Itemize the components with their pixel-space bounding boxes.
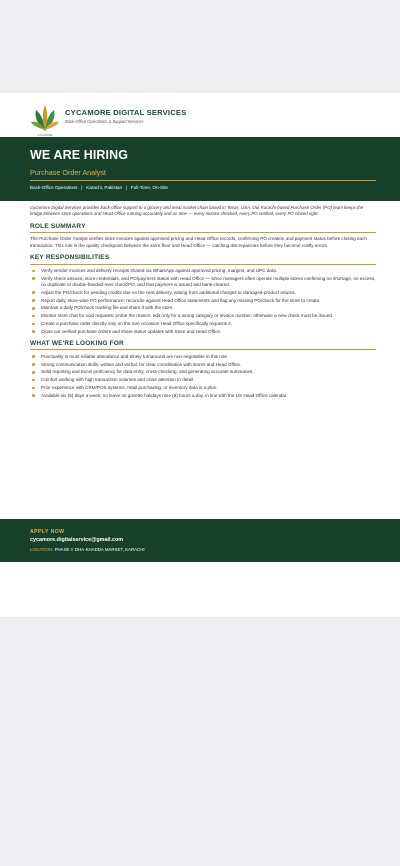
list-item-text: Verify vendor invoices and delivery receipts shared via WhatsApp against approved pricing, margins, and UPC data.	[41, 268, 277, 273]
list-item	[30, 329, 376, 335]
list-item	[30, 393, 376, 399]
list-item	[30, 298, 376, 304]
bullet-icon	[32, 371, 35, 374]
role-summary-heading: ROLE SUMMARY	[30, 222, 86, 230]
bullet-icon	[32, 307, 35, 310]
bullet-icon	[32, 315, 35, 318]
list-item-text: Comfort working with high transaction volumes and close attention to detail.	[41, 377, 195, 383]
bullet-icon	[32, 363, 35, 366]
list-item	[30, 369, 376, 375]
list-item	[30, 290, 376, 296]
bullet-icon	[32, 394, 35, 397]
role-summary-text: The Purchase Order Analyst verifies store invoices against approved pricing and Head Office records, confirming PO creation and payment status before closing each transaction. This role is the quality checkpoint between the store floor and Head Office — catching discrepancies before they become costly errors.	[30, 236, 367, 248]
banner-divider	[30, 180, 376, 181]
job-title: Purchase Order Analyst	[30, 168, 106, 177]
list-item	[30, 268, 376, 274]
location-label: LOCATION:	[30, 547, 54, 552]
company-name: CYCAMORE DIGITAL SERVICES	[65, 108, 187, 117]
list-item-text: Solid reporting and Excel proficiency for data entry, cross-checking, and generating accurate summaries.	[41, 369, 254, 375]
bullet-icon	[32, 323, 35, 326]
apply-email-link[interactable]: cycamore.digitalservice@gmail.com	[30, 537, 124, 543]
bullet-icon	[32, 277, 35, 280]
list-item	[30, 385, 376, 391]
list-item-text: Monitor store chat for void requests; probe the reason, edit only for a wrong category or invoice number, otherwise a new check must be issued.	[41, 313, 334, 319]
section-divider	[30, 264, 376, 265]
company-intro: Cycamore Digital Services provides back-office support to a grocery and meat market chain based in Texas, USA. Our Karachi-based Purchase Order (PO) team keeps the bridge between store operations and Head Office running accurately and on time — every invoice checked, every PO verified, every PO closed right.	[30, 205, 364, 217]
list-item-text: Create a purchase order directly only on the rare occasion Head Office specifically requests it.	[41, 320, 232, 326]
bullet-icon	[32, 379, 35, 382]
list-item	[30, 313, 376, 319]
responsibilities-heading: KEY RESPONSIBILITIES	[30, 254, 110, 262]
company-tagline: Back-Office Operations & Support Services	[65, 119, 144, 124]
list-item-text: Available six (6) days a week; no leave on gazette holidays nine (9) hours a day, in line with the US Head Office calendar.	[41, 392, 288, 398]
logo-caption: CYCAMORE	[37, 134, 53, 137]
list-item	[30, 354, 376, 360]
job-content	[30, 205, 376, 401]
list-item-text: Strong communication skills, written and verbal, for clear coordination with stores and Head Office.	[41, 361, 242, 367]
list-item-text: Report daily, store-wise PO performance; reconcile against Head Office statements and flag any missing PO/check for the store to create.	[41, 297, 321, 303]
bullet-icon	[32, 270, 35, 273]
location-text: PHASE V DHA-KHADDA MARKET, KARACHI	[54, 547, 145, 552]
list-item	[30, 321, 376, 327]
list-item-text: Verify check amount, store credentials, and PO/payment status with Head Office — since managers often operate multiple stores confirming no shortage, no excess, no duplicate or double-handed-over check/PO, and that payment is issued and bank-cleared.	[41, 275, 376, 287]
leaf-logo-icon	[30, 101, 60, 137]
list-item-text: Maintain a daily PO/check tracking file and share it with the store.	[41, 305, 174, 311]
list-item	[30, 362, 376, 368]
apply-footer	[0, 519, 400, 562]
hiring-banner	[0, 137, 400, 201]
bullet-icon	[32, 299, 35, 302]
list-item	[30, 377, 376, 383]
responsibilities-list	[30, 268, 376, 335]
location-line	[30, 547, 145, 553]
hiring-title: WE ARE HIRING	[30, 148, 129, 162]
list-item-text: Close out verified purchase orders and share status updates with Store and Head Office.	[41, 328, 222, 334]
job-meta: Back-Office Operations | Karachi, Pakistan | Full-Time, On-Site	[30, 185, 168, 190]
job-poster	[0, 93, 400, 617]
list-item-text: Adjust the PO/check for pending credits due on the next delivery, arising from additional charges or damaged-product returns.	[41, 289, 297, 295]
bullet-icon	[32, 330, 35, 333]
section-divider	[30, 232, 376, 233]
looking-for-heading: WHAT WE'RE LOOKING FOR	[30, 339, 124, 347]
bullet-icon	[32, 387, 35, 390]
section-divider	[30, 349, 376, 350]
list-item	[30, 276, 376, 288]
brand-header	[30, 101, 186, 137]
list-item-text: Prior experience with CRM/POS systems, retail purchasing, or inventory data is a plus.	[41, 384, 218, 390]
bullet-icon	[32, 355, 35, 358]
requirements-list	[30, 354, 376, 399]
apply-now-label: APPLY NOW	[30, 529, 65, 535]
bullet-icon	[32, 291, 35, 294]
list-item	[30, 305, 376, 311]
list-item-text: Punctuality is must reliable attendance and timely turnaround are non-negotiable in this role.	[41, 353, 229, 359]
